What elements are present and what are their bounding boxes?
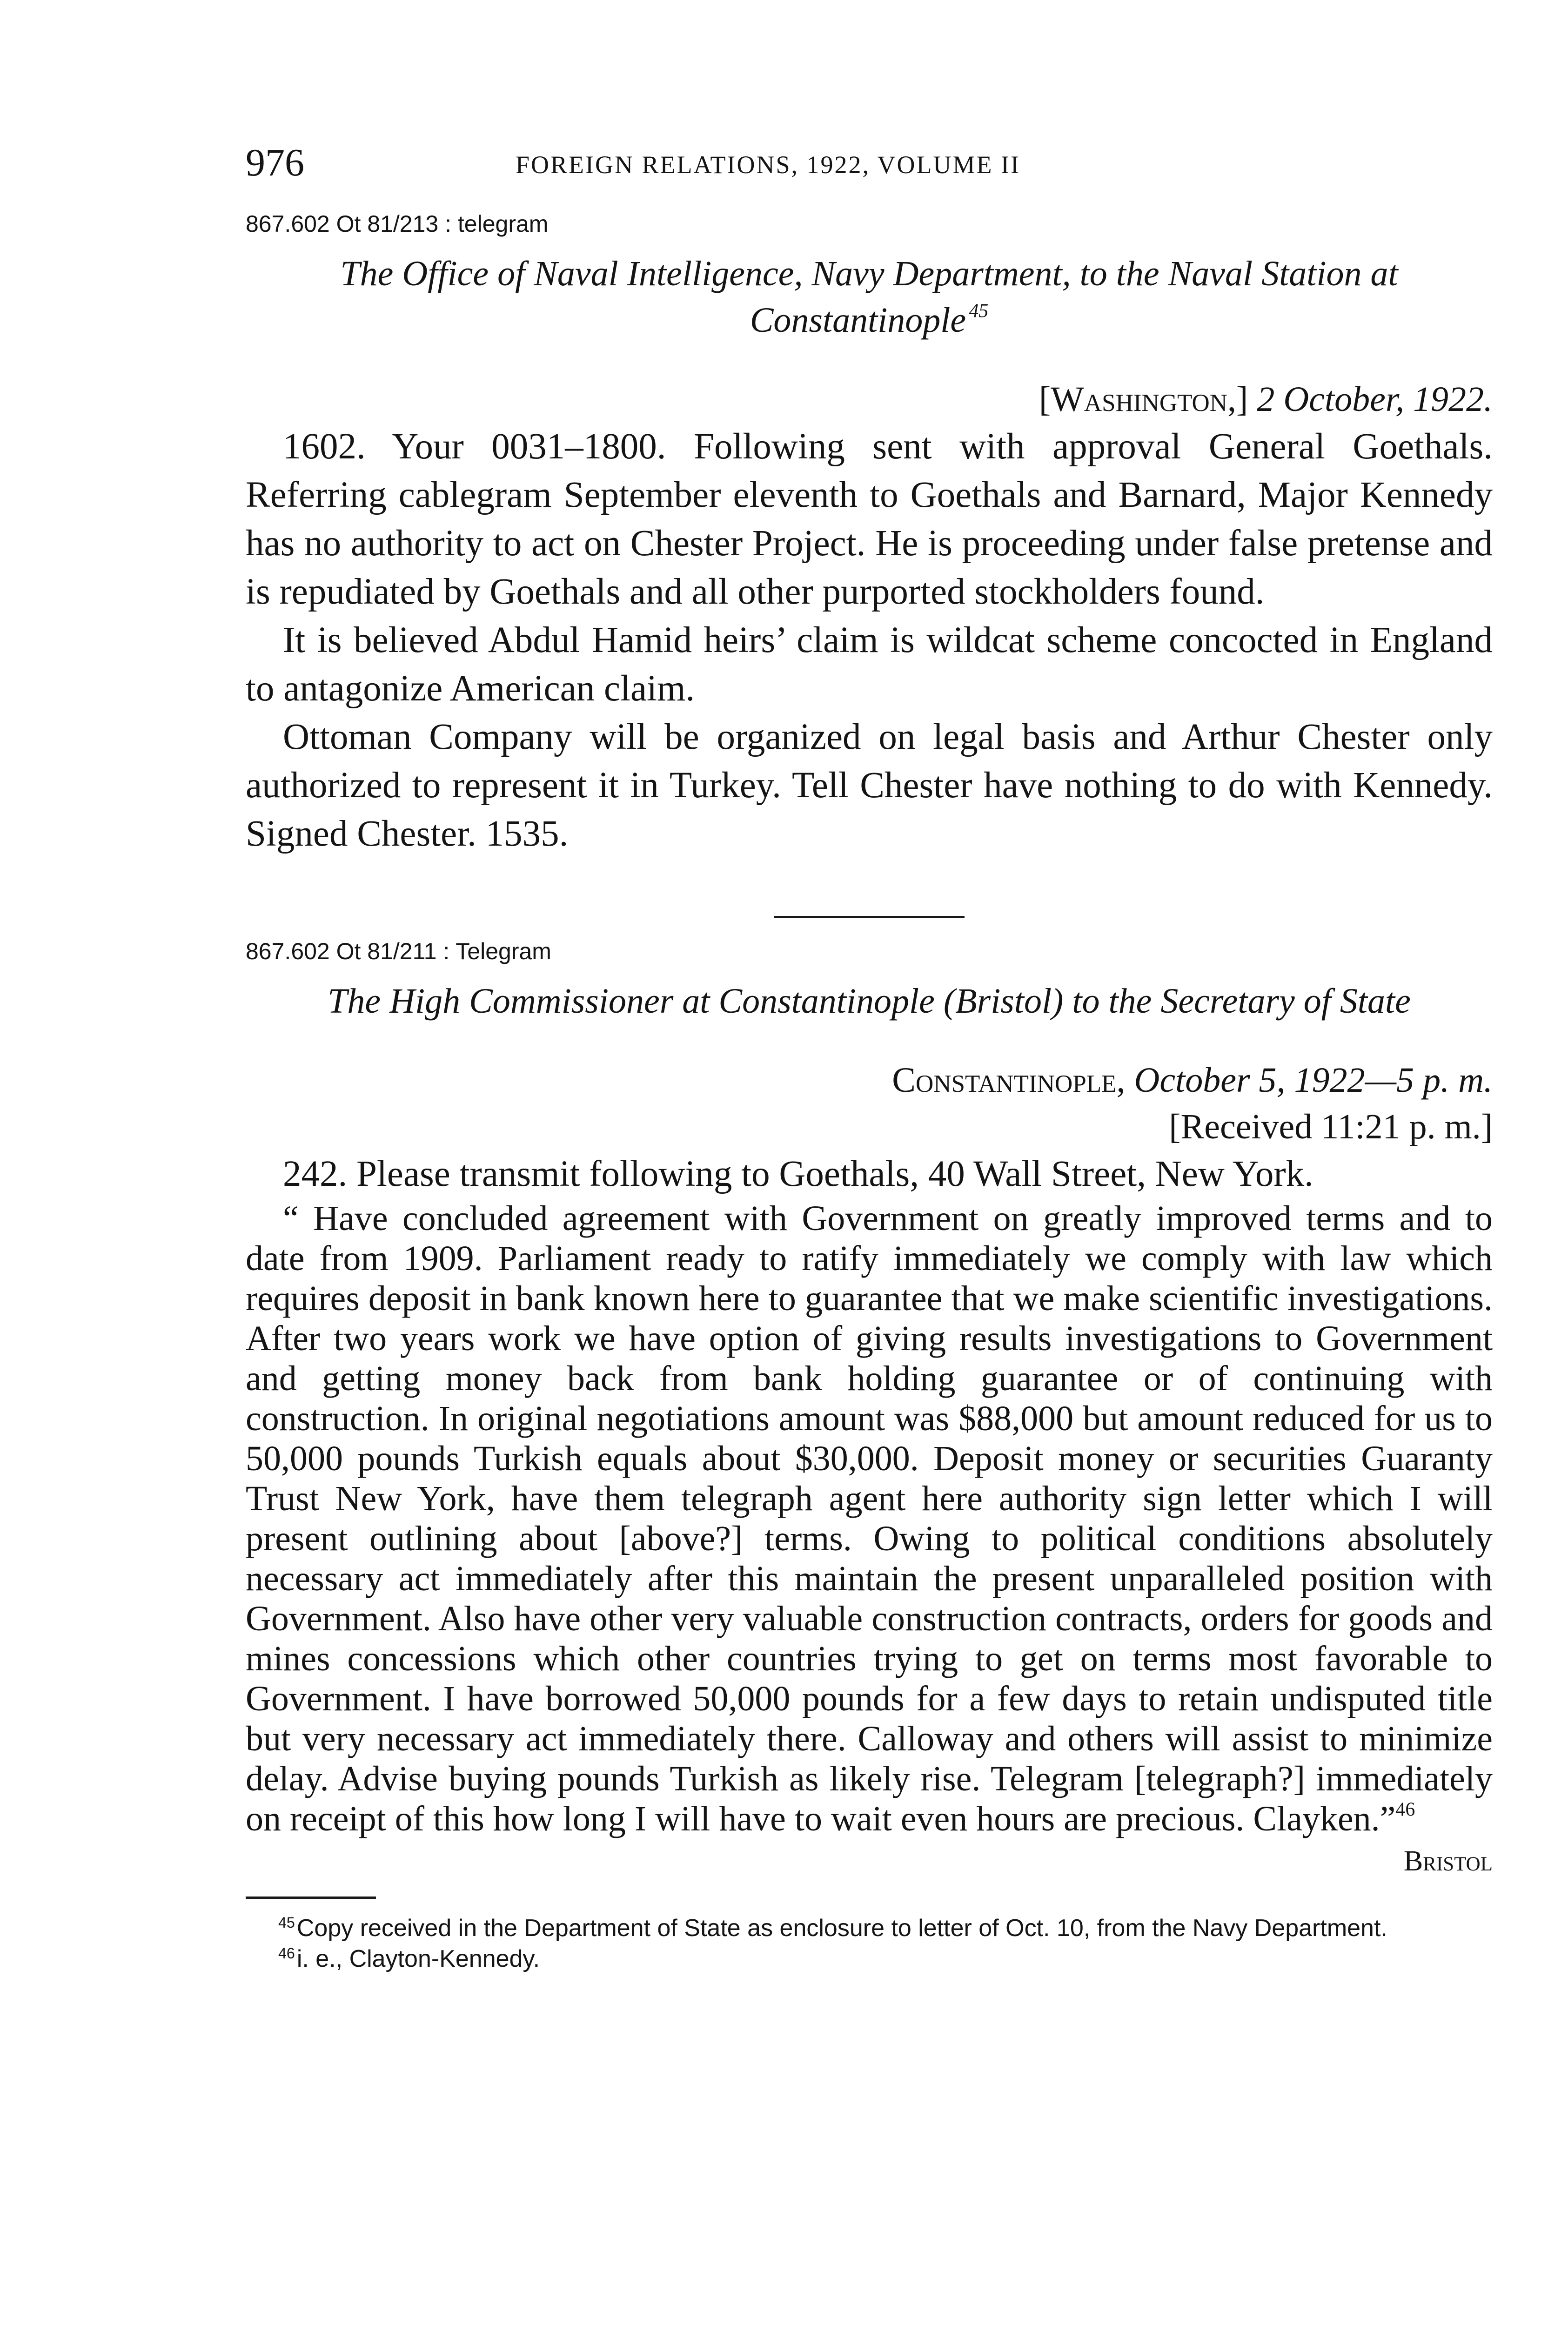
footnote-marker-46: 46: [278, 1945, 295, 1962]
dateline-2-date: October 5, 1922—5 p. m.: [1134, 1061, 1493, 1100]
footnote-divider: [246, 1897, 376, 1899]
dateline-1-date: 2 October, 1922.: [1257, 380, 1493, 419]
dateline-2-place: Constantinople,: [892, 1061, 1126, 1100]
footnotes: [246, 1913, 1493, 1974]
document-title-1-text: The Office of Naval Intelligence, Navy Department, to the Naval Station at Constantinople: [340, 254, 1398, 340]
file-reference-2: 867.602 Ot 81/211 : Telegram: [246, 938, 551, 964]
footnote-text-46: i. e., Clayton-Kennedy.: [296, 1945, 540, 1972]
received-time: [Received 11:21 p. m.]: [1169, 1107, 1493, 1146]
file-reference-1: 867.602 Ot 81/213 : telegram: [246, 211, 549, 237]
quoted-telegram: [246, 1198, 1493, 1839]
footnote-ref-45: 45: [969, 300, 989, 322]
running-title: FOREIGN RELATIONS, 1922, VOLUME II: [516, 151, 1020, 179]
dateline-2: [246, 1057, 1493, 1103]
dateline-1: [246, 376, 1493, 423]
quoted-telegram-text: “ Have concluded agreement with Government on greatly improved terms and to date from 1909. Parliament ready to ratify immediately we comply with law which requires deposit in bank known here to guarantee that we make scientific investigations. After two years work we have option of giving results investigations to Government and getting money back from bank holding guarantee or of continuing with construction. In original negotiations amount was $88,000 but amount reduced for us to 50,000 pounds Turkish equals about $30,000. Deposit money or securities Guaranty Trust New York, have them telegraph agent here authority sign letter which I will present outlining about [above?] terms. Owing to political conditions absolutely necessary act immediately after this maintain the present unparalleled position with Government. Also have other very valuable construction contracts, orders for goods and mines concessions which other countries trying to get on terms most favorable to Government. I have borrowed 50,000 pounds for a few days to retain undisputed title but very necessary act immediately there. Calloway and others will assist to minimize delay. Advise buying pounds Turkish as likely rise. Telegram [telegraph?] immediately on receipt of this how long I will have to wait even hours are precious. Clayken.”: [246, 1199, 1493, 1838]
paragraph-1: 1602. Your 0031–1800. Following sent with approval General Goethals. Referring cablegram September eleventh to Goethals and Barnard, Major Kennedy has no authority to act on Chester Project. He is proceeding under false pretense and is repudiated by Goethals and all other purported stockholders found.: [246, 426, 1493, 612]
footnote-marker-45: 45: [278, 1914, 295, 1931]
document-title-2: The High Commissioner at Constantinople (Bristol) to the Secretary of State: [328, 982, 1411, 1021]
footnote-text-45: Copy received in the Department of State as enclosure to letter of Oct. 10, from the Navy Department.: [296, 1915, 1387, 1942]
footnote-45: [246, 1913, 1493, 1944]
signature: Bristol: [1403, 1845, 1493, 1877]
paragraph-2: It is believed Abdul Hamid heirs’ claim is wildcat scheme concocted in England to antagonize American claim.: [246, 620, 1493, 709]
section-divider: [774, 916, 965, 918]
footnote-46: [246, 1944, 1493, 1974]
paragraph-3: Ottoman Company will be organized on legal basis and Arthur Chester only authorized to represent it in Turkey. Tell Chester have nothing to do with Kennedy. Signed Chester. 1535.: [246, 717, 1493, 854]
page-number: 976: [246, 141, 304, 184]
running-head: [246, 140, 1493, 191]
dateline-1-place: [Washington,]: [1039, 380, 1248, 419]
document-page: [246, 140, 1493, 1974]
document-title-1: [246, 250, 1493, 343]
footnote-ref-46: 46: [1395, 1799, 1415, 1821]
paragraph-4: 242. Please transmit following to Goethals, 40 Wall Street, New York.: [283, 1154, 1313, 1194]
